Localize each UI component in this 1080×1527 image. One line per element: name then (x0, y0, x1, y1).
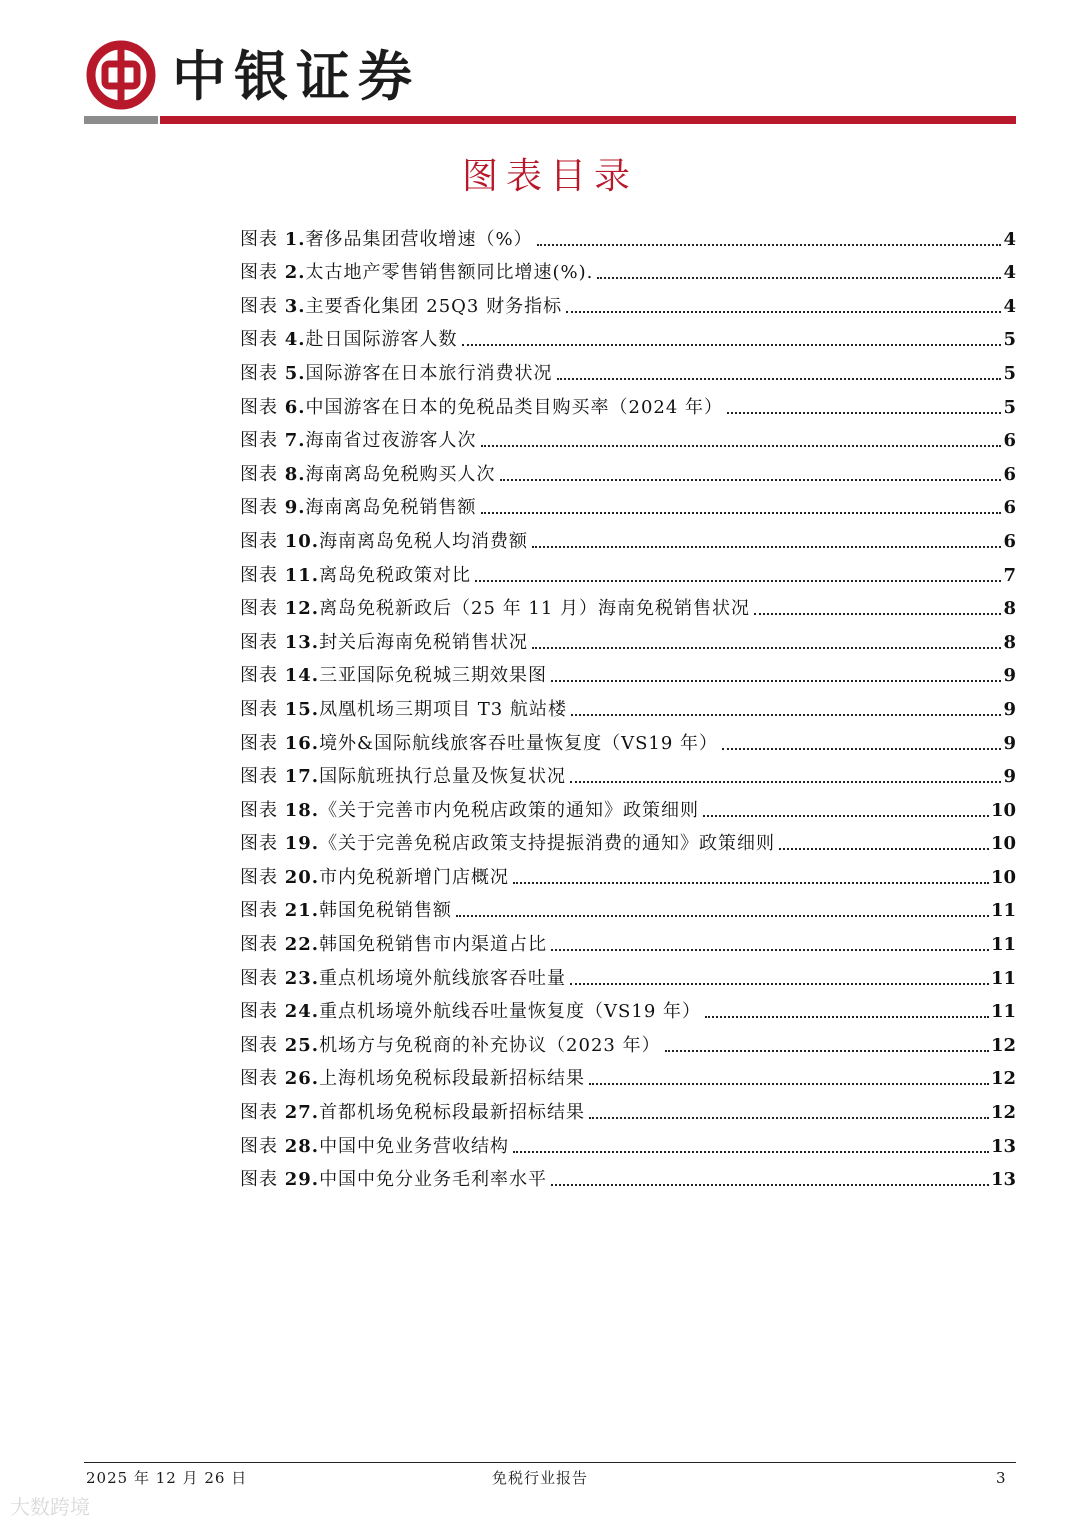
toc-entry-label: 图表 (240, 698, 285, 720)
toc-leader-dots (597, 277, 1001, 279)
toc-entry-number: 10. (284, 530, 320, 552)
toc-entry-label: 图表 (240, 967, 285, 989)
toc-entry-text: 三亚国际免税城三期效果图 (319, 665, 548, 687)
toc-leader-dots (703, 815, 989, 817)
toc-entry[interactable] (240, 319, 1016, 353)
toc-entry-title (240, 732, 718, 756)
toc-entry-text: 凤凰机场三期项目 T3 航站楼 (319, 698, 567, 720)
toc-leader-dots (462, 344, 1002, 346)
toc-entry-label: 图表 (240, 1034, 285, 1056)
toc-entry[interactable] (240, 688, 1016, 722)
toc-entry-number: 9. (284, 497, 306, 519)
toc-leader-dots (532, 546, 1001, 548)
toc-entry-text: 首都机场免税标段最新招标结果 (319, 1102, 586, 1124)
toc-entry-label: 图表 (240, 631, 285, 653)
toc-entry-label: 图表 (240, 799, 285, 821)
toc-entry-number: 29. (284, 1169, 320, 1191)
toc-entry[interactable] (240, 1091, 1016, 1125)
toc-leader-dots (557, 378, 1002, 380)
watermark: 大数跨境 (10, 1495, 90, 1519)
toc-entry[interactable] (240, 789, 1016, 823)
toc-entry-label: 图表 (240, 732, 285, 754)
toc-entry[interactable] (240, 1159, 1016, 1193)
page-title: 图表目录 (461, 156, 638, 197)
toc-entry-title (240, 1034, 661, 1058)
toc-entry-label: 图表 (240, 833, 285, 855)
toc-entry-page: 4 (1003, 295, 1016, 317)
toc-entry-label: 图表 (240, 598, 285, 620)
toc-entry-number: 8. (284, 463, 306, 485)
toc-entry-page: 6 (1003, 430, 1016, 452)
toc-entry[interactable] (240, 991, 1016, 1025)
toc-entry-page: 4 (1003, 228, 1016, 250)
toc-leader-dots (589, 1083, 989, 1085)
toc-entry-title (240, 1067, 585, 1091)
toc-entry-number: 26. (284, 1068, 320, 1090)
toc-entry-number: 16. (284, 732, 320, 754)
toc-entry-title (240, 463, 496, 487)
toc-entry-title (240, 396, 723, 420)
toc-entry-text: 海南离岛免税人均消费额 (319, 530, 529, 552)
toc-entry-title (240, 799, 699, 823)
toc-entry-number: 5. (284, 362, 306, 384)
toc-entry-label: 图表 (240, 665, 285, 687)
toc-entry-title (240, 866, 509, 890)
toc-leader-dots (475, 580, 1001, 582)
toc-entry-label: 图表 (240, 1135, 285, 1157)
toc-entry-label: 图表 (240, 1169, 285, 1191)
toc-entry-label: 图表 (240, 362, 285, 384)
toc-entry-number: 23. (284, 967, 320, 989)
footer-report-name: 免税行业报告 (491, 1469, 588, 1487)
toc-entry-text: 主要香化集团 25Q3 财务指标 (305, 295, 563, 317)
toc-leader-dots (727, 412, 1001, 414)
toc-entry-text: 《关于完善免税店政策支持提振消费的通知》政策细则 (319, 833, 776, 855)
toc-entry-page: 11 (990, 934, 1016, 956)
toc-leader-dots (481, 512, 1002, 514)
toc-leader-dots (513, 1151, 989, 1153)
toc-entry-page: 12 (990, 1034, 1016, 1056)
toc-entry[interactable] (240, 453, 1016, 487)
toc-entry-text: 中国中免分业务毛利率水平 (319, 1169, 548, 1191)
toc-entry-text: 机场方与免税商的补充协议（2023 年） (319, 1034, 661, 1056)
toc-entry[interactable] (240, 823, 1016, 857)
toc-entry-number: 2. (284, 262, 306, 284)
toc-entry-number: 22. (284, 934, 320, 956)
toc-entry-text: 《关于完善市内免税店政策的通知》政策细则 (319, 799, 700, 821)
toc-entry-page: 8 (1003, 598, 1016, 620)
toc-entry-title (240, 832, 775, 856)
toc-entry-page: 9 (1003, 732, 1016, 754)
toc-entry-title (240, 631, 528, 655)
toc-entry[interactable] (240, 1024, 1016, 1058)
toc-leader-dots (532, 647, 1001, 649)
toc-entry-page: 12 (990, 1068, 1016, 1090)
toc-entry[interactable] (240, 957, 1016, 991)
toc-entry[interactable] (240, 420, 1016, 454)
toc-entry-page: 13 (990, 1135, 1016, 1157)
toc-entry-text: 离岛免税新政后（25 年 11 月）海南免税销售状况 (319, 598, 751, 620)
footer-date: 2025 年 12 月 26 日 (86, 1469, 248, 1487)
toc-entry-title (240, 899, 452, 923)
table-of-figures (240, 218, 1016, 1192)
toc-entry-page: 6 (1003, 497, 1016, 519)
toc-entry-title (240, 228, 533, 252)
toc-leader-dots (537, 244, 1002, 246)
toc-entry[interactable] (240, 588, 1016, 622)
toc-entry-page: 6 (1003, 530, 1016, 552)
toc-entry-number: 15. (284, 698, 320, 720)
toc-entry[interactable] (240, 890, 1016, 924)
toc-entry-page: 9 (1003, 698, 1016, 720)
toc-entry-text: 海南离岛免税购买人次 (305, 463, 496, 485)
toc-entry-title (240, 261, 593, 285)
toc-entry-title (240, 1101, 585, 1125)
toc-entry-text: 奢侈品集团营收增速（%） (305, 228, 533, 250)
header-rule-red (160, 116, 1016, 124)
toc-entry-title (240, 295, 562, 319)
toc-entry-label: 图表 (240, 430, 285, 452)
toc-entry-text: 境外&国际航线旅客吞吐量恢复度（VS19 年） (319, 732, 719, 754)
toc-entry-title (240, 664, 547, 688)
toc-entry[interactable] (240, 554, 1016, 588)
toc-entry-title (240, 765, 566, 789)
toc-leader-dots (513, 882, 989, 884)
toc-leader-dots (705, 1016, 989, 1018)
toc-leader-dots (551, 949, 989, 951)
toc-entry-page: 10 (990, 866, 1016, 888)
toc-entry-number: 21. (284, 900, 320, 922)
toc-entry-number: 18. (284, 799, 320, 821)
brand-name: 中银证券 (172, 44, 420, 108)
toc-entry[interactable] (240, 923, 1016, 957)
toc-entry-label: 图表 (240, 766, 285, 788)
toc-entry-text: 太古地产零售销售额同比增速(%). (305, 262, 594, 284)
toc-leader-dots (570, 983, 989, 985)
toc-entry-page: 6 (1003, 463, 1016, 485)
toc-entry-page: 11 (990, 967, 1016, 989)
toc-entry-number: 27. (284, 1102, 320, 1124)
toc-entry-text: 上海机场免税标段最新招标结果 (319, 1068, 586, 1090)
toc-entry-number: 11. (284, 564, 320, 586)
toc-entry-title (240, 1135, 509, 1159)
toc-entry-title (240, 496, 477, 520)
toc-entry-page: 5 (1003, 362, 1016, 384)
toc-entry-text: 海南省过夜游客人次 (305, 430, 477, 452)
toc-entry-text: 国际游客在日本旅行消费状况 (305, 362, 553, 384)
toc-entry-number: 13. (284, 631, 320, 653)
toc-entry[interactable] (240, 1058, 1016, 1092)
toc-entry[interactable] (240, 386, 1016, 420)
toc-entry-label: 图表 (240, 262, 285, 284)
toc-entry-label: 图表 (240, 1068, 285, 1090)
toc-entry-page: 8 (1003, 631, 1016, 653)
footer-rule (84, 1462, 1016, 1463)
toc-entry[interactable] (240, 520, 1016, 554)
toc-entry-page: 13 (990, 1169, 1016, 1191)
toc-leader-dots (589, 1117, 989, 1119)
toc-entry-text: 国际航班执行总量及恢复状况 (319, 766, 567, 788)
toc-entry-label: 图表 (240, 1102, 285, 1124)
toc-entry-label: 图表 (240, 228, 285, 250)
toc-entry-page: 5 (1003, 329, 1016, 351)
toc-leader-dots (481, 445, 1002, 447)
toc-entry-number: 6. (284, 396, 306, 418)
toc-entry-text: 重点机场境外航线旅客吞吐量 (319, 967, 567, 989)
toc-entry-label: 图表 (240, 463, 285, 485)
toc-entry-label: 图表 (240, 396, 285, 418)
toc-entry-title (240, 967, 566, 991)
toc-leader-dots (754, 613, 1001, 615)
toc-entry[interactable] (240, 252, 1016, 286)
toc-entry-page: 11 (990, 900, 1016, 922)
toc-entry-number: 19. (284, 833, 320, 855)
toc-entry-number: 1. (284, 228, 306, 250)
toc-entry-title (240, 1168, 547, 1192)
toc-entry-title (240, 429, 477, 453)
toc-entry-text: 中国中免业务营收结构 (319, 1135, 510, 1157)
toc-entry-page: 10 (990, 799, 1016, 821)
toc-leader-dots (665, 1050, 989, 1052)
toc-entry-number: 7. (284, 430, 306, 452)
toc-entry-text: 赴日国际游客人数 (305, 329, 458, 351)
toc-entry-text: 海南离岛免税销售额 (305, 497, 477, 519)
toc-entry[interactable] (240, 487, 1016, 521)
toc-entry[interactable] (240, 621, 1016, 655)
toc-entry-label: 图表 (240, 900, 285, 922)
toc-entry-number: 14. (284, 665, 320, 687)
toc-entry-number: 3. (284, 295, 306, 317)
toc-entry-page: 9 (1003, 665, 1016, 687)
toc-entry-page: 9 (1003, 766, 1016, 788)
toc-entry-number: 24. (284, 1001, 320, 1023)
toc-entry-number: 17. (284, 766, 320, 788)
bank-of-china-logo-icon (86, 40, 156, 110)
toc-entry-text: 封关后海南免税销售状况 (319, 631, 529, 653)
toc-entry-label: 图表 (240, 295, 285, 317)
toc-entry-label: 图表 (240, 934, 285, 956)
toc-entry-label: 图表 (240, 329, 285, 351)
toc-entry-title (240, 933, 547, 957)
header-rule-gray (84, 116, 158, 124)
toc-entry-number: 20. (284, 866, 320, 888)
toc-entry-label: 图表 (240, 564, 285, 586)
toc-entry-title (240, 698, 567, 722)
toc-entry-text: 重点机场境外航线吞吐量恢复度（VS19 年） (319, 1001, 702, 1023)
toc-entry[interactable] (240, 856, 1016, 890)
toc-entry-number: 12. (284, 598, 320, 620)
toc-leader-dots (551, 1184, 989, 1186)
toc-entry[interactable] (240, 352, 1016, 386)
toc-entry-text: 韩国免税销售额 (319, 900, 453, 922)
toc-leader-dots (570, 781, 1001, 783)
toc-leader-dots (722, 748, 1001, 750)
toc-entry-title (240, 362, 553, 386)
toc-entry-text: 市内免税新增门店概况 (319, 866, 510, 888)
toc-entry[interactable] (240, 756, 1016, 790)
toc-entry-number: 28. (284, 1135, 320, 1157)
toc-entry-title (240, 597, 750, 621)
toc-entry-label: 图表 (240, 497, 285, 519)
toc-leader-dots (566, 311, 1001, 313)
toc-entry-title (240, 530, 528, 554)
toc-entry-label: 图表 (240, 530, 285, 552)
toc-leader-dots (551, 680, 1001, 682)
toc-entry-label: 图表 (240, 866, 285, 888)
toc-entry[interactable] (240, 285, 1016, 319)
toc-entry[interactable] (240, 655, 1016, 689)
footer-page-number: 3 (996, 1469, 1006, 1487)
toc-leader-dots (779, 848, 989, 850)
toc-entry[interactable] (240, 218, 1016, 252)
toc-entry-number: 25. (284, 1034, 320, 1056)
toc-entry-text: 中国游客在日本的免税品类目购买率（2024 年） (305, 396, 724, 418)
page-header (0, 0, 1080, 130)
toc-entry-page: 5 (1003, 396, 1016, 418)
toc-entry-title (240, 328, 458, 352)
toc-entry-label: 图表 (240, 1001, 285, 1023)
toc-entry-page: 10 (990, 833, 1016, 855)
toc-leader-dots (571, 714, 1002, 716)
toc-leader-dots (456, 915, 989, 917)
toc-entry-page: 7 (1003, 564, 1016, 586)
toc-entry-page: 4 (1003, 262, 1016, 284)
toc-entry-text: 离岛免税政策对比 (319, 564, 472, 586)
toc-entry[interactable] (240, 1125, 1016, 1159)
toc-leader-dots (500, 479, 1002, 481)
toc-entry-page: 11 (990, 1001, 1016, 1023)
toc-entry[interactable] (240, 722, 1016, 756)
toc-entry-page: 12 (990, 1102, 1016, 1124)
toc-entry-title (240, 1000, 701, 1024)
toc-entry-text: 韩国免税销售市内渠道占比 (319, 934, 548, 956)
toc-entry-title (240, 564, 471, 588)
toc-entry-number: 4. (284, 329, 306, 351)
